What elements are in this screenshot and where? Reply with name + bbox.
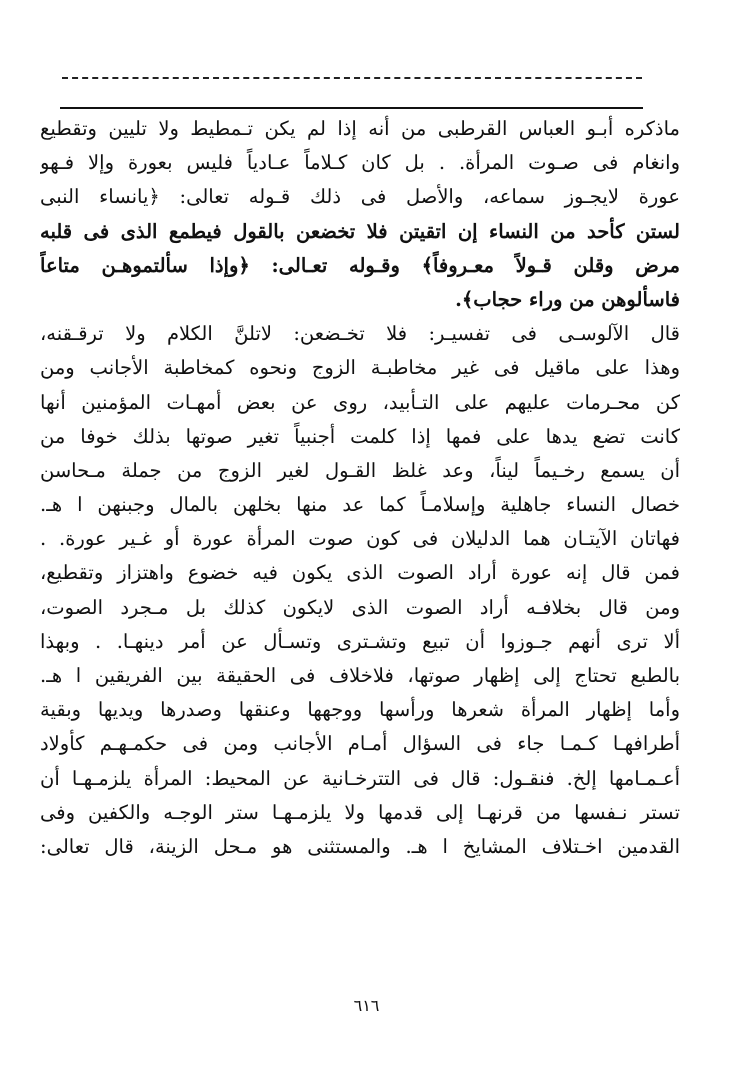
text-line: فمن قال إنه عورة أراد الصوت الذى يكون فيه خضوع واهتزاز وتقطيع، (40, 561, 680, 585)
quran-verse-line: فاسألوهن من وراء حجاب﴾. (455, 287, 680, 311)
text-line: وهذا على ماقيل فى غير مخاطبـة الزوج ونحوه كمخاطبة الأجانب ومن (40, 356, 680, 380)
text-line: وأما إظهار المرأة شعرها ورأسها ووجهها وعنقها وصدرها ويديها وبقية (40, 698, 680, 722)
page-number: ٦١٦ (353, 996, 380, 1015)
text-line: تستر نـفسها من قرنهـا إلى قدمها ولا يلزمـهـا ستر الوجـه والكفين وفى (40, 800, 680, 824)
text-line: خصال النساء جاهلية وإسلامـاً كما عد منها بخلهن بالمال وجبنهن ا هـ. (40, 493, 680, 517)
text-line: أطرافهـا كـمـا جاء فى السؤال أمـام الأجانب ومن فى حكمـهـم كأولاد (40, 732, 680, 756)
quran-verse-line: مرض وقلن قـولاً معـروفاً﴾ وقـوله تعـالى: ﴿وإذا سألتموهـن متاعاً (40, 253, 680, 277)
text-line: فهاتان الآيتـان هما الدليلان فى كون صوت المرأة عورة أو غـير عورة. . (40, 527, 680, 551)
text-line: أن يسمع رخـيماً ليناً، وعد غلظ القـول لغير الزوج من جملة مـحاسن (40, 458, 680, 482)
quran-verse-line: لستن كأحد من النساء إن اتقيتن فلا تخضعن بالقول فيطمع الذى فى قلبه (40, 219, 680, 243)
text-line: عورة لايجـوز سماعه، والأصل فى ذلك قـوله تعالى: ﴿يانساء النبى (40, 185, 680, 209)
text-line: أعـمـامها إلخ. فنقـول: قال فى التترخـانية عن المحيط: المرأة يلزمـهـا أن (40, 766, 680, 790)
text-line: ماذكره أبـو العباس القرطبى من أنه إذا لم يكن تـمطيط ولا تليين وتقطيع (40, 117, 680, 140)
header-dashed-rule (62, 77, 642, 79)
header-solid-rule (60, 107, 643, 109)
text-line: قال الآلوسـى فى تفسيـر: فلا تخـضعن: لاتلنَّ الكلام ولا ترقـقنه، (40, 322, 680, 346)
text-line: كانت تضع يدها على فمها إذا كلمت أجنبياً تغير صوتها بذلك خوفا من (40, 424, 680, 448)
body-text (40, 112, 680, 864)
text-line: بالطبع تحتاج إلى إظهار صوتها، فلاخلاف فى الحقيقة بين الفريقين ا هـ. (40, 664, 680, 687)
text-line: كن محـرمات عليهم على التـأبيد، روى عن بعض أمهـات المؤمنين أنها (40, 390, 680, 414)
text-line: وانغام فى صـوت المرأة. . بل كان كـلاماً عـادياً فليس بعورة وإلا فـهو (40, 151, 680, 175)
text-line: القدمين اخـتلاف المشايخ ا هـ. والمستثنى هو مـحل الزينة، قال تعالى: (40, 834, 680, 858)
text-line: ومن قال بخلافـه أراد الصوت الذى لايكون كذلك بل مـجرد الصوت، (40, 595, 680, 619)
text-line: ألا ترى أنهم جـوزوا أن تبيع وتشـترى وتسـأل عن أمر دينهـا. . وبهذا (40, 629, 680, 653)
